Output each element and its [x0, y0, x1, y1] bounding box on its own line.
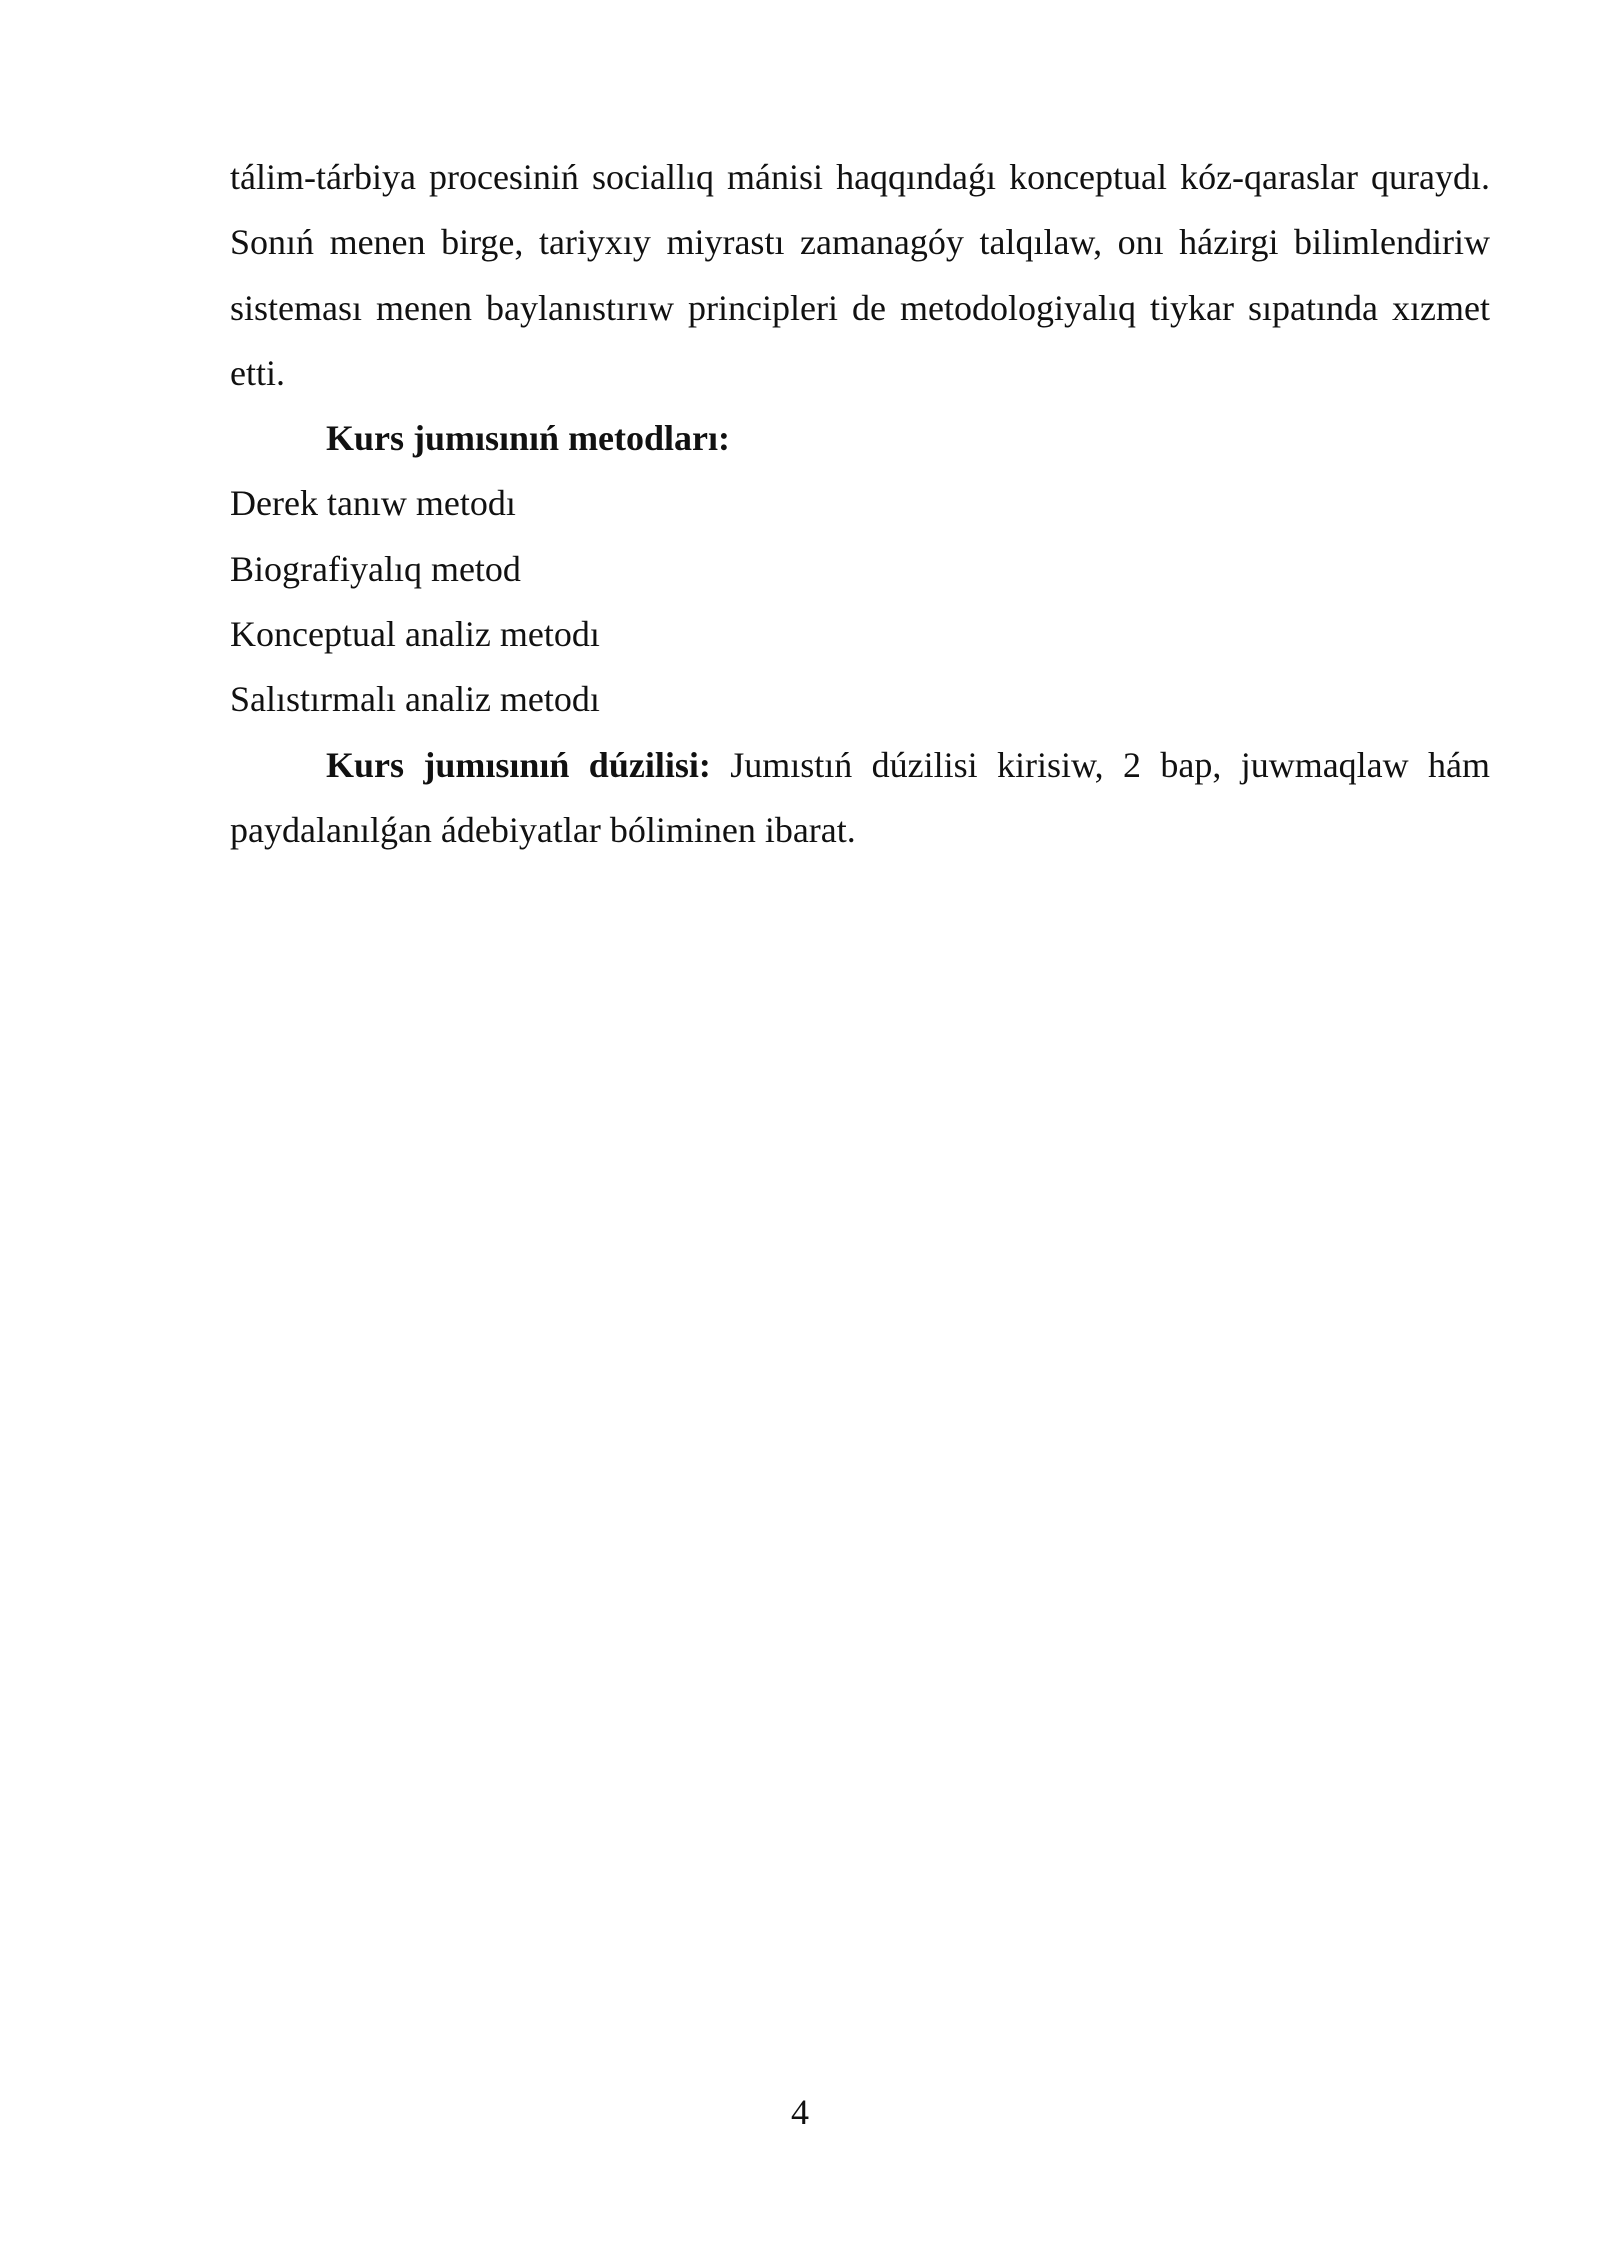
page-content	[230, 145, 1490, 863]
structure-heading: Kurs jumısınıń dúzilisi:	[326, 744, 711, 785]
method-item: Salıstırmalı analiz metodı	[230, 679, 600, 720]
structure-text: Jumıstıń dúzilisi kirisiw, 2 bap, juwmaqlaw hám paydalanılǵan ádebiyatlar bóliminen ibarat.	[230, 744, 1490, 850]
methods-heading: Kurs jumısınıń metodları:	[326, 418, 731, 459]
method-item: Biografiyalıq metod	[230, 548, 521, 589]
page-number: 4	[791, 2092, 809, 2132]
method-item: Derek tanıw metodı	[230, 483, 516, 524]
paragraph-structure	[230, 733, 1490, 864]
method-item: Konceptual analiz metodı	[230, 614, 600, 655]
paragraph-methodology: tálim-tárbiya procesiniń sociallıq mánisi haqqındaǵı konceptual kóz-qaraslar quraydı. Sonıń menen birge, tariyxıy miyrastı zamanagóy talqılaw, onı házirgi bilimlendiriw sisteması menen baylanıstırıw principleri de metodologiyalıq tiykar sıpatında xızmet etti.	[230, 157, 1490, 393]
